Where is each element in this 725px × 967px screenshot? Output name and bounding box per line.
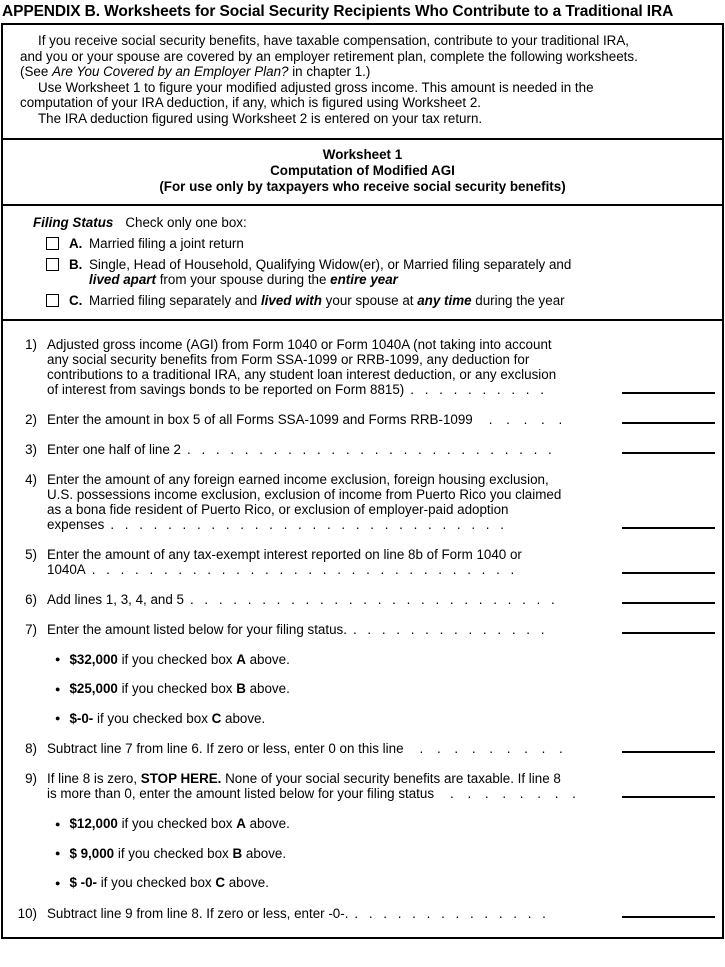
dot-leader: . . . . . . . . . . . . . . . . . . . . . . . . . . [187,441,552,457]
bullet-text: above. [245,651,290,667]
line-number: 6) [25,591,37,607]
intro-section [3,25,722,138]
bullet-text: above. [245,816,290,832]
worksheet-line-8 [11,741,722,756]
line-text: Add lines 1, 3, 4, and 5 [47,591,184,607]
line-text-row [47,906,612,921]
checkbox-c[interactable] [46,294,59,307]
filing-status-section [3,204,722,319]
option-text: Married filing a joint return [89,235,244,251]
box-letter: A [236,816,246,832]
intro-line: computation of your IRA deduction, if any, which is figured using Worksheet 2. [20,95,481,111]
line-number: 2) [25,411,37,427]
line-text-row: Enter the amount of any tax-exempt interest reported on line 8b of Form 1040 or [47,546,522,562]
line-9-filing-amounts [55,816,722,891]
line-text-row [47,442,612,457]
amount-line-5[interactable] [622,572,715,574]
line-text [47,472,612,532]
worksheet-usage-note: (For use only by taxpayers who receive social security benefits) [159,178,566,194]
emphasis-text: lived apart [89,271,156,287]
filing-status-label: Filing Status [33,214,114,230]
worksheet-line-9 [11,771,722,801]
emphasis-text: any time [417,292,472,308]
line-text: 1040A [47,561,86,577]
line-number: 9) [25,771,37,787]
bullet-option [55,711,722,727]
worksheet-subtitle: Computation of Modified AGI [270,162,455,178]
line-text-row [47,517,612,532]
amount-line-8[interactable] [622,751,715,753]
option-letter: C. [69,292,83,308]
worksheet-line-6 [11,592,722,607]
filing-option-c [33,293,708,308]
bullet-icon: ● [55,654,61,665]
checkbox-b[interactable] [46,258,59,271]
intro-line [20,64,710,80]
line-number: 4) [25,471,37,487]
bullet-text: if you checked box [117,816,237,832]
intro-line: Use Worksheet 1 to figure your modified adjusted gross income. This amount is needed in the [38,79,594,95]
bullet-text: if you checked box [114,845,233,861]
line-text: Enter the amount in box 5 of all Forms SSA-1099 and Forms RRB-1099 [47,411,473,427]
line-text: expenses [47,516,105,532]
box-letter: B [232,845,243,861]
bullet-icon: ● [55,848,61,859]
line-text-row [47,786,612,801]
dot-leader: . . . . . . . . . . . . . . . . . . . . . . . . . . . . . . [91,561,515,577]
box-letter: C [211,710,222,726]
filing-option-a [33,236,708,251]
line-number: 3) [25,441,37,457]
line-text [47,337,612,397]
worksheet-line-2 [11,412,722,427]
line-text: of interest from savings bonds to be reported on Form 8815) [47,381,405,397]
option-text: from your spouse during the [155,271,331,287]
line-text-row [47,771,612,786]
bullet-text: above. [245,681,290,697]
bullet-text: above. [225,875,269,891]
bullet-icon: ● [55,818,61,829]
dot-leader: . . . . . . . . [450,786,576,802]
line-text [47,412,612,427]
stop-here-text: STOP HERE. [140,771,222,787]
line-text-row: Enter the amount of any foreign earned income exclusion, foreign housing exclusion, [47,471,549,487]
amount-line-3[interactable] [622,452,715,454]
line-number: 8) [25,741,37,757]
line-text-row: Adjusted gross income (AGI) from Form 1040 or Form 1040A (not taking into account [47,336,552,352]
box-letter: B [236,681,246,697]
intro-line: The IRA deduction figured using Worksheet 2 is entered on your tax return. [38,110,483,126]
worksheet-line-5 [11,547,722,577]
box-letter: A [236,651,246,667]
worksheet-title: Worksheet 1 [322,146,403,162]
worksheet-lines-section [3,319,722,937]
bullet-option [55,652,722,668]
filing-status-header [33,215,708,230]
bullet-text: if you checked box [117,651,237,667]
dot-leader: . . . . . . . . . [419,741,563,757]
worksheet-line-1 [11,337,722,397]
dot-leader: . . . . . . . . . . . . . . . . . . . . . . . . . . . . [110,516,504,532]
bullet-option [55,681,722,697]
bullet-option [55,816,722,832]
option-text [89,257,708,287]
line-7-filing-amounts [55,652,722,727]
worksheet-line-4 [11,472,722,532]
bullet-text: if you checked box [93,710,212,726]
filing-status-instruction: Check only one box: [125,214,247,230]
intro-line: and you or your spouse are covered by an employer retirement plan, complete the following worksheets. [20,48,638,64]
option-text-line: Single, Head of Household, Qualifying Widow(er), or Married filing separately and [89,256,572,272]
amount-line-10[interactable] [622,916,715,918]
bullet-icon: ● [55,683,61,694]
amount-line-4[interactable] [622,527,715,529]
worksheet-line-7 [11,622,722,637]
dot-leader: . . . . . . . . . . . . . . [352,621,545,637]
line-number: 5) [25,546,37,562]
box-letter: C [215,875,226,891]
line-text [47,622,612,637]
worksheet-box [1,23,724,939]
line-text: Enter the amount listed below for your filing status. [47,621,347,637]
amount-line-9[interactable] [622,796,715,798]
line-text: is more than 0, enter the amount listed below for your filing status [47,786,435,802]
bullet-text: above. [242,845,287,861]
publication-reference: Are You Covered by an Employer Plan? [52,64,289,80]
filing-option-b [33,257,708,287]
line-text: None of your social security benefits are taxable. If line 8 [221,771,561,787]
dot-leader: . . . . . . . . . . [410,381,544,397]
line-text [47,547,612,577]
bullet-icon: ● [55,877,61,888]
line-text-row: U.S. possessions income exclusion, exclusion of income from Puerto Rico you claimed [47,486,562,502]
amount-value: $ 9,000 [69,845,115,861]
option-letter: B. [69,256,83,272]
dot-leader: . . . . . [488,411,563,427]
line-text: Subtract line 9 from line 8. If zero or less, enter -0-. [47,905,349,921]
bullet-option [55,875,722,891]
worksheet-line-10 [11,906,722,921]
line-text-row [47,412,612,427]
amount-line-1[interactable] [622,392,715,394]
line-text [47,771,612,801]
line-number: 1) [25,336,37,352]
worksheet-line-3 [11,442,722,457]
line-text-row: contributions to a traditional IRA, any student loan interest deduction, or any exclusion [47,366,557,382]
bullet-text: above. [221,710,266,726]
line-text-row [47,622,612,637]
amount-value: $25,000 [69,681,118,697]
line-number: 7) [25,621,37,637]
line-text-row [47,592,612,607]
amount-value: $-0- [69,710,94,726]
line-text: If line 8 is zero, [47,771,141,787]
line-text [47,741,612,756]
line-text [47,442,612,457]
intro-text: (See [20,64,53,80]
line-text-row [47,382,612,397]
amount-line-2[interactable] [622,422,715,424]
checkbox-a[interactable] [46,237,59,250]
page-title: APPENDIX B. Worksheets for Social Security Recipients Who Contribute to a Traditional IRA [2,3,674,20]
dot-leader: . . . . . . . . . . . . . . . . . . . . . . . . . . [189,591,555,607]
bullet-text: if you checked box [117,681,237,697]
line-number: 10) [17,905,37,921]
intro-line: If you receive social security benefits, have taxable compensation, contribute to your traditional IRA, [38,33,629,48]
worksheet-header [3,138,722,204]
line-text-row [47,741,612,756]
bullet-option [55,846,722,862]
option-text [89,293,708,308]
line-text: Enter one half of line 2 [47,441,181,457]
line-text: Subtract line 7 from line 6. If zero or less, enter 0 on this line [47,741,404,757]
option-text-line [89,272,708,287]
option-text: Married filing separately and [89,292,261,308]
emphasis-text: lived with [260,292,322,308]
line-text [47,592,612,607]
line-text [47,906,612,921]
intro-text: in chapter 1.) [288,64,371,80]
amount-line-6[interactable] [622,602,715,604]
line-text-row [47,562,612,577]
line-text-row: as a bona fide resident of Puerto Rico, or exclusion of employer-paid adoption [47,501,509,517]
option-text: your spouse at [321,292,418,308]
bullet-icon: ● [55,713,61,724]
emphasis-text: entire year [330,271,398,287]
option-text: during the year [471,292,565,308]
line-text-row: any social security benefits from Form SSA-1099 or RRB-1099, any deduction for [47,351,530,367]
amount-line-7[interactable] [622,632,715,634]
amount-value: $32,000 [69,651,118,667]
bullet-text: if you checked box [96,875,216,891]
amount-value: $12,000 [69,816,118,832]
option-letter: A. [69,235,83,251]
amount-value: $ -0- [69,875,97,891]
dot-leader: . . . . . . . . . . . . . . [354,905,546,921]
